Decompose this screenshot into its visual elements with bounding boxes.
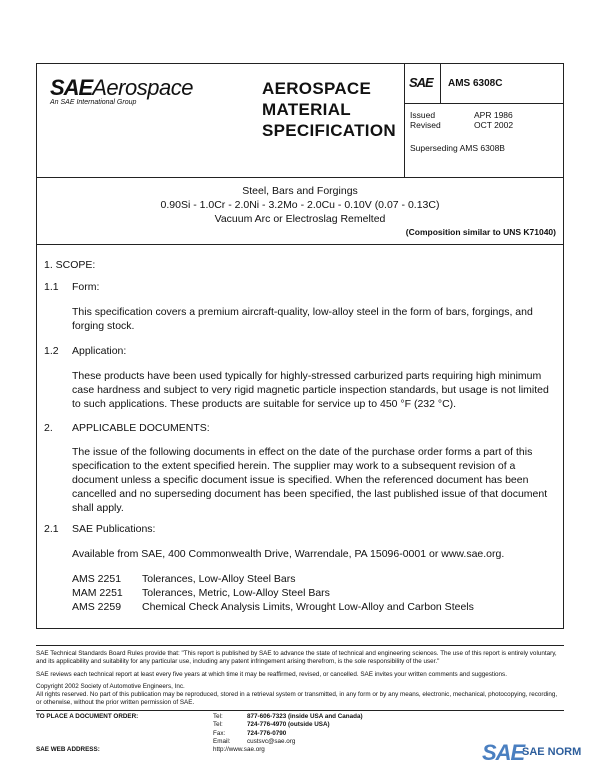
contact-label: Tel: (213, 721, 223, 729)
section-1-1-number: 1.1 (44, 281, 59, 293)
section-1-1-title: Form: (72, 281, 100, 293)
document-code: AMS 2251 (72, 573, 122, 585)
footer-mid-rule (36, 710, 564, 711)
section-1-heading: 1. SCOPE: (44, 259, 96, 271)
section-2-1-title: SAE Publications: (72, 523, 156, 535)
logo-tagline: An SAE International Group (50, 99, 137, 106)
issued-label: Issued (410, 110, 436, 120)
document-type-heading (262, 78, 396, 141)
web-address-link[interactable]: http://www.sae.org (213, 746, 265, 753)
contact-label: Email: (213, 738, 231, 746)
document-row (72, 572, 474, 586)
contact-value: 724-776-0790 (247, 729, 287, 737)
sae-norm-logo: SAE (482, 740, 525, 765)
revised-value: OCT 2002 (474, 120, 514, 130)
document-title: Tolerances, Metric, Low-Alloy Steel Bars (142, 587, 330, 599)
document-title: Chemical Check Analysis Limits, Wrought Low-Alloy and Carbon Steels (142, 601, 474, 613)
footer-rules: SAE Technical Standards Board Rules provide that: "This report is published by SAE to advance the state of technical and engineering sciences. The use of this report is entirely voluntary, and its applicability and suitability for any particular use, including any patent infringement arising therefrom, is the sole responsibility of the user." (36, 650, 557, 666)
section-2-1-body: Available from SAE, 400 Commonwealth Drive, Warrendale, PA 15096-0001 or www.sae.org. (72, 548, 505, 560)
contact-value: 877-606-7323 (inside USA and Canada) (247, 713, 363, 720)
section-2-number: 2. (44, 422, 53, 434)
document-code: MAM 2251 (72, 587, 123, 599)
order-label: TO PLACE A DOCUMENT ORDER: (36, 713, 139, 720)
contact-row (213, 713, 363, 721)
document-code: AMS 2259 (72, 601, 122, 613)
superseding-note: Superseding AMS 6308B (410, 143, 505, 153)
section-2-body: The issue of the following documents in effect on the date of the purchase order forms a part of this specification to the extent specified herein. The supplier may work to a subsequent revision of a document unless a specific document issue is specified. When the referenced document has been cancelled and no superseding document has been specified, the last published issue of that document shall apply. (72, 446, 548, 514)
title-bottom-rule (36, 244, 564, 245)
section-1-2-title: Application: (72, 345, 127, 357)
header-divider-1 (404, 63, 405, 177)
section-2-1-number: 2.1 (44, 523, 59, 535)
logo-sae-text: SAE (50, 75, 93, 100)
title-line-2: 0.90Si - 1.0Cr - 2.0Ni - 3.2Mo - 2.0Cu - 0.10V (0.07 - 0.13C) (160, 199, 440, 211)
contact-label: Tel: (213, 713, 223, 720)
title-line-1: Steel, Bars and Forgings (242, 185, 358, 197)
footer-rights: All rights reserved. No part of this publication may be reproduced, stored in a retrieval system or transmitted, in any form or by any means, electronic, mechanical, photocopying, recording, or otherwise, without the prior written permission of SAE. (36, 691, 558, 707)
contact-value[interactable]: custsvc@sae.org (247, 738, 296, 746)
heading-line-1: AEROSPACE (262, 79, 372, 98)
document-list (72, 572, 474, 614)
contact-row (213, 730, 363, 738)
footer-copyright: Copyright 2002 Society of Automotive Engineers, Inc. (36, 683, 185, 690)
doc-number: AMS 6308C (448, 78, 503, 89)
contact-value: 724-776-4970 (outside USA) (247, 721, 330, 729)
document-row (72, 600, 474, 614)
composition-note: (Composition similar to UNS K71040) (405, 227, 556, 237)
web-label: SAE WEB ADDRESS: (36, 746, 100, 753)
logo-aerospace-text: Aerospace (92, 75, 193, 100)
revised-label: Revised (410, 120, 441, 130)
title-line-3: Vacuum Arc or Electroslag Remelted (214, 213, 386, 225)
footer-top-rule (36, 645, 564, 646)
sae-norm-badge (482, 740, 524, 766)
heading-line-3: SPECIFICATION (262, 121, 396, 140)
header-divider-3 (404, 103, 564, 104)
section-1-1-body: This specification covers a premium aircraft-quality, low-alloy steel in the form of bars, forgings, and forging stock. (72, 306, 533, 332)
footer-review: SAE reviews each technical report at least every five years at which time it may be reaffirmed, revised, or cancelled. SAE invites your written comments and suggestions. (36, 671, 507, 678)
title-block (36, 184, 564, 226)
issued-value: APR 1986 (474, 110, 513, 120)
section-2-title: APPLICABLE DOCUMENTS: (72, 422, 210, 434)
header-divider-2 (440, 63, 441, 103)
sae-mark: SAE (409, 75, 433, 90)
section-1-2-number: 1.2 (44, 345, 59, 357)
contact-label: Fax: (213, 729, 226, 737)
header-bottom-rule (36, 177, 564, 178)
contact-row (213, 721, 363, 729)
heading-line-2: MATERIAL (262, 100, 351, 119)
sae-norm-text: SAE NORM (522, 746, 582, 758)
sae-aerospace-logo (50, 75, 193, 101)
section-1-2-body: These products have been used typically for highly-stressed carburized parts requiring high minimum case hardness and subject to very rigid magnetic particle inspection standards, but usage is not limited to such applications. These products are suitable for service up to 450 °F (232 °C). (72, 370, 549, 410)
document-title: Tolerances, Low-Alloy Steel Bars (142, 573, 296, 585)
document-row (72, 586, 474, 600)
contact-list (213, 713, 363, 747)
